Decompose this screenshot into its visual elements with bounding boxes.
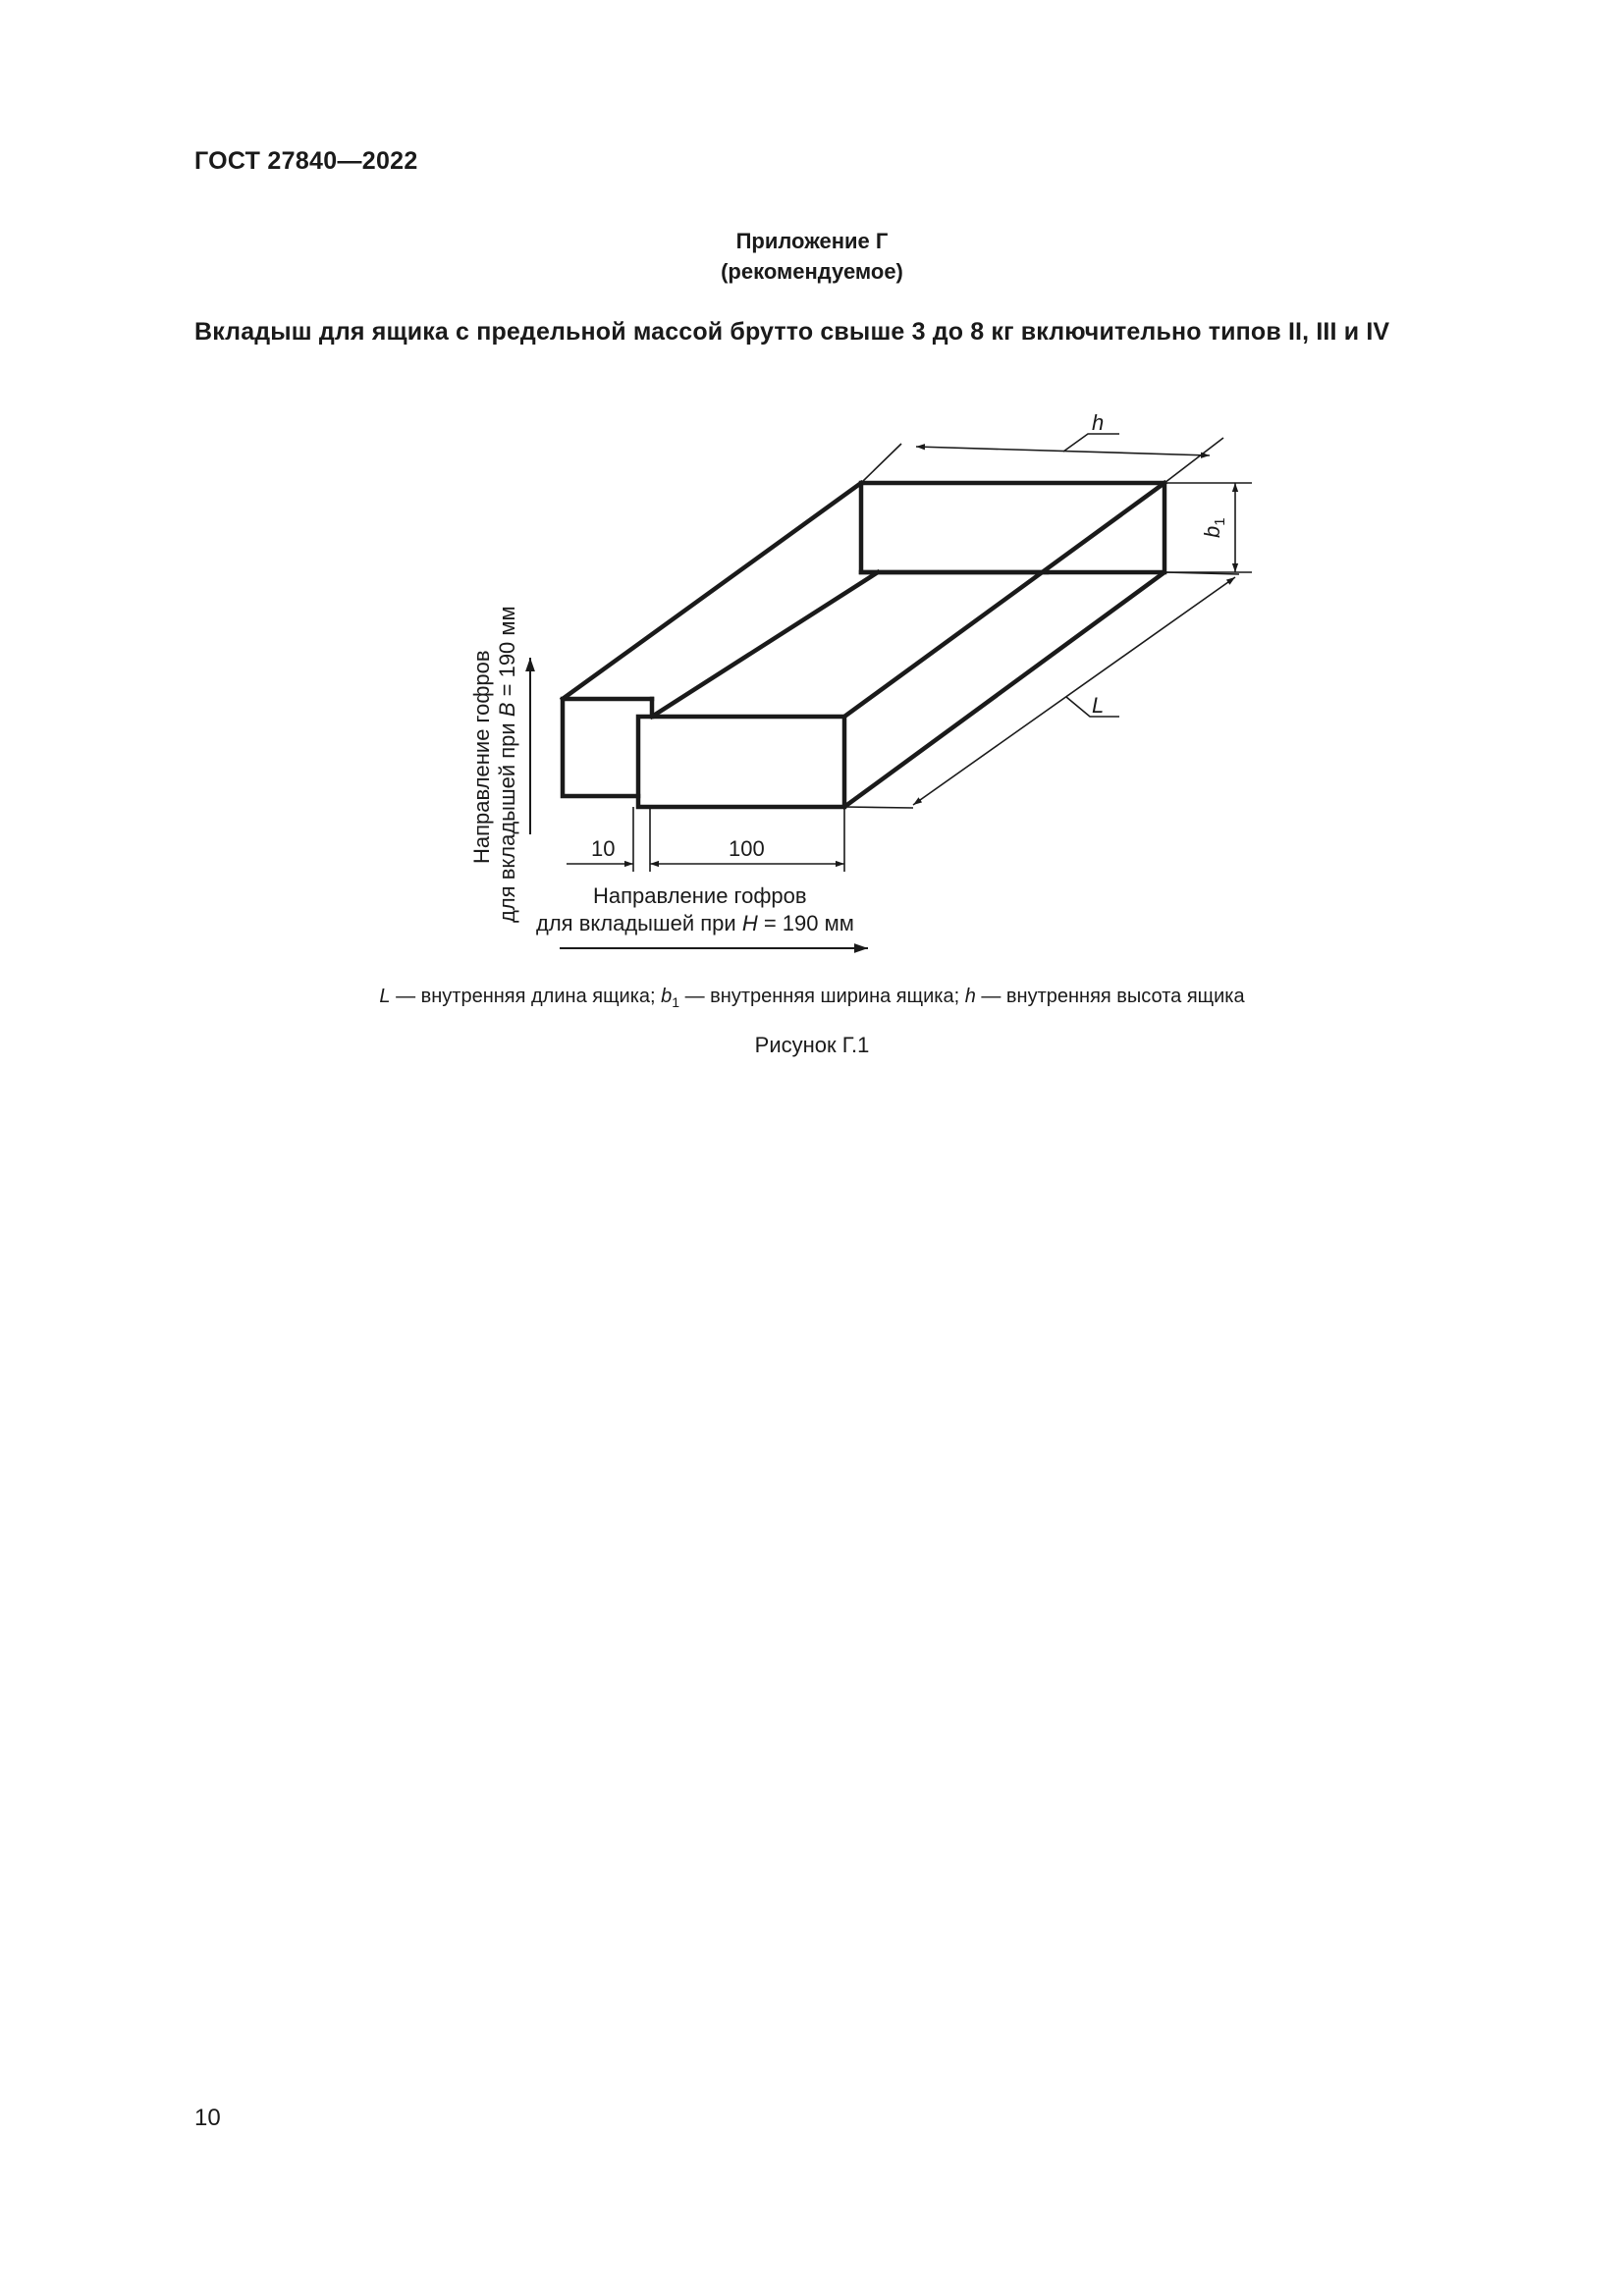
- dim-b1-label: $b_1$: [1200, 517, 1228, 538]
- document-header: ГОСТ 27840—2022: [194, 147, 418, 175]
- box-outline: [563, 483, 1164, 807]
- legend-L-var: L: [379, 986, 391, 1007]
- dimension-h: [861, 434, 1223, 483]
- dimension-L: [844, 572, 1239, 808]
- appendix-subtitle: (рекомендуемое): [721, 259, 903, 284]
- dim-L-label: L: [1092, 693, 1105, 718]
- appendix-title: Приложение Г: [735, 229, 889, 253]
- dim-10-label: 10: [591, 836, 616, 861]
- legend-b-text: — внутренняя ширина ящика;: [679, 986, 965, 1007]
- legend-h-text: — внутренняя высота ящика: [975, 986, 1245, 1007]
- figure-legend: [0, 986, 1624, 1010]
- dim-100-label: 100: [729, 836, 765, 861]
- figure-caption: Рисунок Г.1: [754, 1033, 870, 1057]
- near-end-panel: [638, 717, 844, 807]
- dim-h-label: h: [1092, 410, 1105, 435]
- vertical-direction-label-line2: для вкладышей при B = 190 мм: [495, 606, 519, 923]
- page-number: 10: [194, 2105, 221, 2131]
- box-insert-figure: [0, 0, 1624, 982]
- section-title: Вкладыш для ящика с предельной массой брутто свыше 3 до 8 кг включительно типов II, III и IV: [194, 318, 1390, 346]
- far-end-panel: [861, 483, 1164, 572]
- legend-b-var: b: [661, 986, 673, 1007]
- legend-h-var: h: [964, 986, 976, 1007]
- legend-b-sub: 1: [672, 994, 680, 1010]
- vertical-direction-label-line1: Направление гофров: [469, 650, 494, 864]
- horizontal-direction-label-line1: Направление гофров: [593, 883, 807, 908]
- horizontal-direction-label-line2: для вкладышей при H = 190 мм: [536, 911, 854, 935]
- legend-L-text: — внутренняя длина ящика;: [390, 986, 662, 1007]
